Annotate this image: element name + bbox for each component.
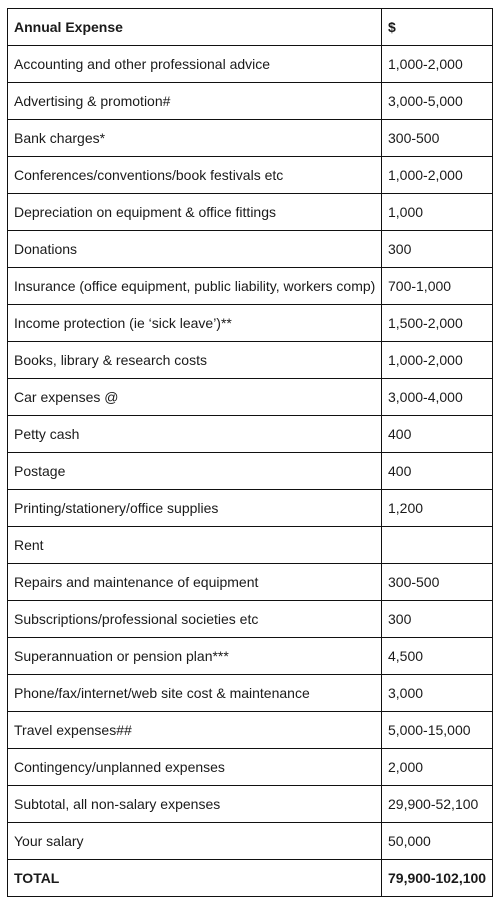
expense-value: 1,000-2,000 [382, 342, 493, 379]
table-row [8, 490, 493, 527]
expense-label: Superannuation or pension plan*** [8, 638, 382, 675]
expense-table [7, 8, 493, 897]
expense-value: 50,000 [382, 823, 493, 860]
expense-table-container [7, 8, 492, 897]
expense-label: Books, library & research costs [8, 342, 382, 379]
expense-value: 3,000 [382, 675, 493, 712]
expense-label: Subscriptions/professional societies etc [8, 601, 382, 638]
expense-label: Subtotal, all non-salary expenses [8, 786, 382, 823]
expense-value: 400 [382, 453, 493, 490]
table-row [8, 749, 493, 786]
expense-label: Postage [8, 453, 382, 490]
header-annual-expense: Annual Expense [8, 9, 382, 46]
table-row [8, 823, 493, 860]
total-row [8, 860, 493, 897]
table-row [8, 638, 493, 675]
table-row [8, 601, 493, 638]
table-row [8, 675, 493, 712]
table-row [8, 342, 493, 379]
table-header-row [8, 9, 493, 46]
table-row [8, 416, 493, 453]
expense-value: 3,000-5,000 [382, 83, 493, 120]
expense-label: Rent [8, 527, 382, 564]
expense-value: 300-500 [382, 120, 493, 157]
expense-value: 2,000 [382, 749, 493, 786]
header-dollar: $ [382, 9, 493, 46]
expense-value: 1,200 [382, 490, 493, 527]
table-row [8, 379, 493, 416]
expense-value: 1,000-2,000 [382, 157, 493, 194]
expense-value: 29,900-52,100 [382, 786, 493, 823]
table-row [8, 194, 493, 231]
table-row [8, 564, 493, 601]
expense-label: Depreciation on equipment & office fittings [8, 194, 382, 231]
expense-value: 3,000-4,000 [382, 379, 493, 416]
expense-label: Printing/stationery/office supplies [8, 490, 382, 527]
expense-value: 1,000-2,000 [382, 46, 493, 83]
expense-label: Conferences/conventions/book festivals etc [8, 157, 382, 194]
total-label: TOTAL [8, 860, 382, 897]
expense-label: Phone/fax/internet/web site cost & maintenance [8, 675, 382, 712]
total-value: 79,900-102,100 [382, 860, 493, 897]
expense-label: Car expenses @ [8, 379, 382, 416]
expense-label: Bank charges* [8, 120, 382, 157]
expense-value: 1,000 [382, 194, 493, 231]
expense-label: Advertising & promotion# [8, 83, 382, 120]
table-row [8, 46, 493, 83]
table-row [8, 231, 493, 268]
expense-label: Repairs and maintenance of equipment [8, 564, 382, 601]
expense-value: 300 [382, 231, 493, 268]
table-row [8, 305, 493, 342]
expense-label: Income protection (ie ‘sick leave’)** [8, 305, 382, 342]
expense-label: Contingency/unplanned expenses [8, 749, 382, 786]
expense-value: 1,500-2,000 [382, 305, 493, 342]
expense-label: Accounting and other professional advice [8, 46, 382, 83]
expense-label: Insurance (office equipment, public liability, workers comp) [8, 268, 382, 305]
expense-label: Donations [8, 231, 382, 268]
expense-value: 300 [382, 601, 493, 638]
table-row [8, 268, 493, 305]
table-row [8, 786, 493, 823]
expense-value: 300-500 [382, 564, 493, 601]
table-row [8, 712, 493, 749]
expense-value: 700-1,000 [382, 268, 493, 305]
expense-value: 400 [382, 416, 493, 453]
expense-label: Travel expenses## [8, 712, 382, 749]
table-row [8, 120, 493, 157]
table-row [8, 453, 493, 490]
table-row [8, 83, 493, 120]
expense-label: Your salary [8, 823, 382, 860]
table-row [8, 527, 493, 564]
expense-value: 4,500 [382, 638, 493, 675]
expense-value [382, 527, 493, 564]
expense-label: Petty cash [8, 416, 382, 453]
expense-value: 5,000-15,000 [382, 712, 493, 749]
table-row [8, 157, 493, 194]
